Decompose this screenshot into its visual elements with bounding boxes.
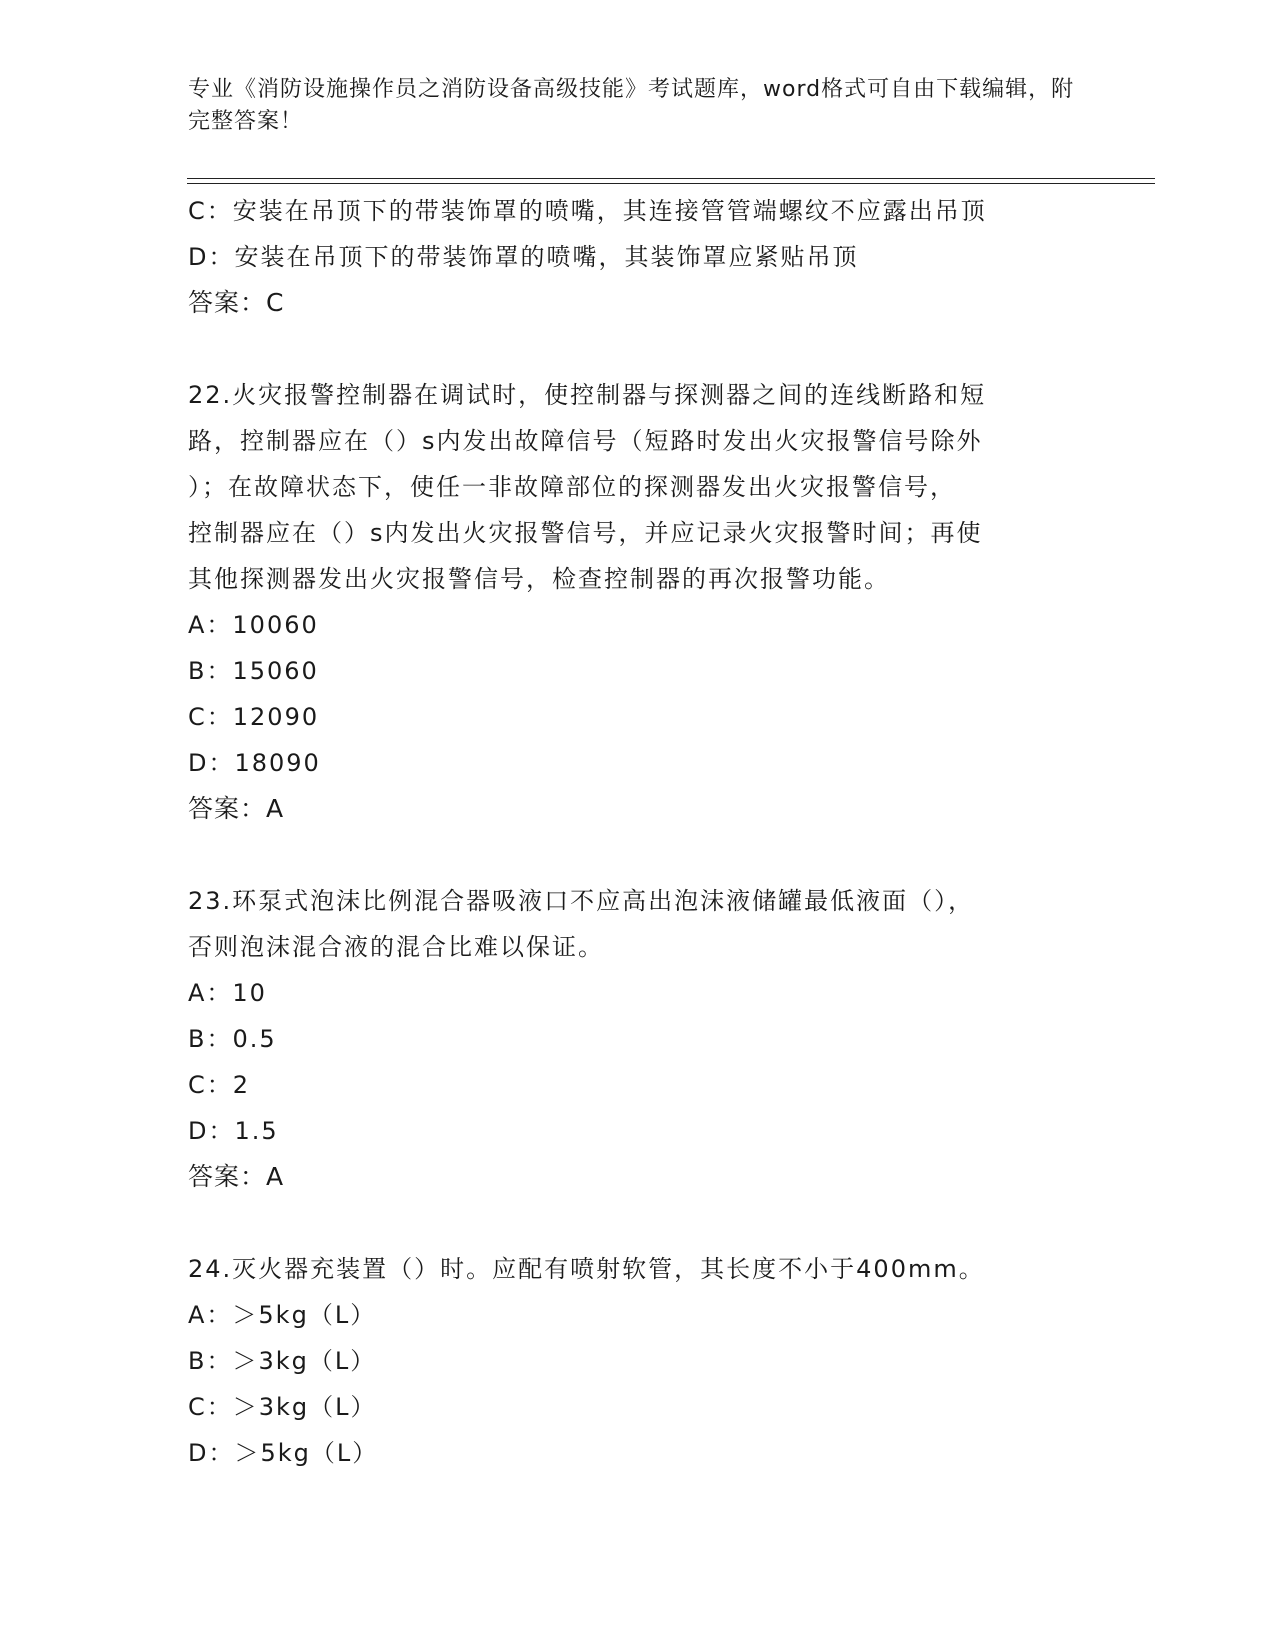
answer-line: 答案：A xyxy=(188,1162,285,1191)
option-b: B：＞3kg（L） xyxy=(188,1347,377,1375)
question-text-line: 否则泡沫混合液的混合比难以保证。 xyxy=(188,933,604,961)
question-22 xyxy=(188,372,1088,832)
answer-line: 答案：C xyxy=(188,288,285,317)
option-a: A：＞5kg（L） xyxy=(188,1301,377,1329)
answer-line: 答案：A xyxy=(188,794,285,823)
question-text-line: 其他探测器发出火灾报警信号，检查控制器的再次报警功能。 xyxy=(188,565,890,593)
option-b: B：0.5 xyxy=(188,1025,277,1053)
question-text-line: 路，控制器应在（）s内发出故障信号（短路时发出火灾报警信号除外 xyxy=(188,427,983,455)
question-text-line: 控制器应在（）s内发出火灾报警信号，并应记录火灾报警时间；再使 xyxy=(188,519,983,547)
page-header: 专业《消防设施操作员之消防设备高级技能》考试题库，word格式可自由下载编辑，附完整答案！ xyxy=(188,77,1075,134)
option-d: D：安装在吊顶下的带装饰罩的喷嘴，其装饰罩应紧贴吊顶 xyxy=(188,243,859,271)
option-c: C：安装在吊顶下的带装饰罩的喷嘴，其连接管管端螺纹不应露出吊顶 xyxy=(188,197,987,225)
option-d: D：1.5 xyxy=(188,1117,279,1145)
question-text-line: 23.环泵式泡沫比例混合器吸液口不应高出泡沫液储罐最低液面（）， xyxy=(188,887,975,915)
option-a: A：10 xyxy=(188,979,267,1007)
option-b: B：15060 xyxy=(188,657,319,685)
question-text-line: ）；在故障状态下，使任一非故障部位的探测器发出火灾报警信号， xyxy=(188,473,956,501)
option-d: D：18090 xyxy=(188,749,321,777)
option-d: D：＞5kg（L） xyxy=(188,1439,379,1467)
question-text-line: 22.火灾报警控制器在调试时，使控制器与探测器之间的连线断路和短 xyxy=(188,381,987,409)
option-c: C：＞3kg（L） xyxy=(188,1393,377,1421)
question-24 xyxy=(188,1246,1088,1476)
option-c: C：2 xyxy=(188,1071,251,1099)
question-text-line: 24.灭火器充装置（）时。应配有喷射软管，其长度不小于400mm。 xyxy=(188,1255,985,1283)
document-body xyxy=(188,188,1088,1476)
question-23 xyxy=(188,878,1088,1200)
option-c: C：12090 xyxy=(188,703,320,731)
header-rule-top xyxy=(187,178,1155,179)
header-rule-bottom xyxy=(187,183,1155,184)
option-a: A：10060 xyxy=(188,611,319,639)
